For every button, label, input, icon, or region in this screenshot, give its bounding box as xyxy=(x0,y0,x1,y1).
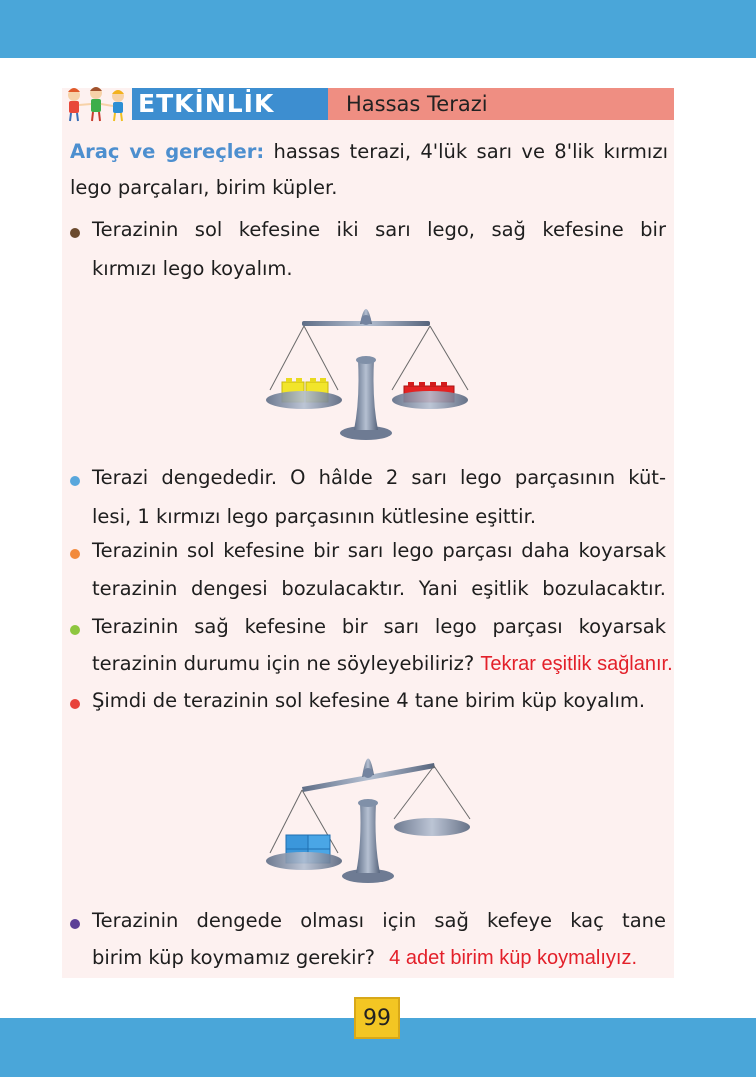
balanced-scale-illustration xyxy=(262,290,474,442)
step3-line-2: terazinin dengesi bozulacaktır. Yani eşitlik bozulacaktır. xyxy=(92,577,666,600)
bullet-blue-icon xyxy=(70,476,80,486)
children-illustration-icon xyxy=(62,86,132,122)
step4-question: terazinin durumu için ne söyleyebiliriz? xyxy=(92,652,475,675)
step6-line-1: Terazinin dengede olması için sağ kefeye kaç tane xyxy=(92,909,666,932)
step5-line-1: Şimdi de terazinin sol kefesine 4 tane birim küp koyalım. xyxy=(92,689,646,712)
step1-line-1: Terazinin sol kefesine iki sarı lego, sağ kefesine bir xyxy=(92,218,666,241)
unbalanced-scale-illustration xyxy=(262,735,474,885)
step1-line-2: kırmızı lego koyalım. xyxy=(92,257,293,280)
step2-line-2: lesi, 1 kırmızı lego parçasının kütlesine eşittir. xyxy=(92,505,537,528)
activity-topic: Hassas Terazi xyxy=(328,88,674,120)
step4-line-1: Terazinin sağ kefesine bir sarı lego parçası koyarsak xyxy=(92,615,666,638)
materials-text-2: lego parçaları, birim küpler. xyxy=(70,176,338,199)
step4-line-2 xyxy=(92,652,673,676)
materials-label: Araç ve gereçler: xyxy=(70,140,265,163)
bullet-brown-icon xyxy=(70,228,80,238)
bullet-purple-icon xyxy=(70,919,80,929)
activity-badge: ETKİNLİK xyxy=(132,88,328,120)
step6-line-2 xyxy=(92,946,637,970)
bullet-orange-icon xyxy=(70,549,80,559)
top-band xyxy=(0,0,756,58)
step4-answer: Tekrar eşitlik sağlanır. xyxy=(480,653,673,675)
step6-question: birim küp koymamız gerekir? xyxy=(92,946,375,969)
activity-header xyxy=(62,86,674,122)
step6-answer: 4 adet birim küp koymalıyız. xyxy=(389,947,638,969)
step2-line-1: Terazi dengededir. O hâlde 2 sarı lego parçasının küt- xyxy=(92,466,666,489)
materials-line-1 xyxy=(70,140,668,163)
materials-text-1: hassas terazi, 4'lük sarı ve 8'lik kırmızı xyxy=(273,140,668,163)
bullet-red-icon xyxy=(70,699,80,709)
bullet-green-icon xyxy=(70,625,80,635)
page-number: 99 xyxy=(354,997,400,1039)
step3-line-1: Terazinin sol kefesine bir sarı lego parçası daha koyarsak xyxy=(92,539,666,562)
